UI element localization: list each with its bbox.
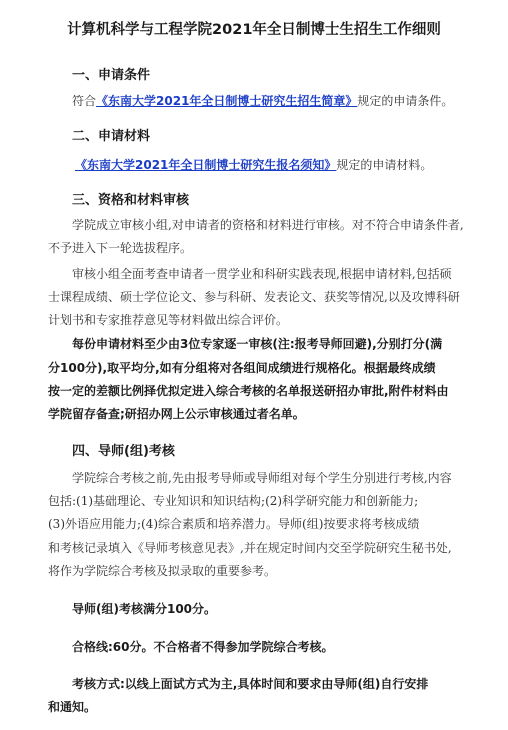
full-score-note: 导师(组)考核满分100分。 — [72, 602, 217, 616]
section-heading-application-conditions: 一、申请条件 — [72, 68, 151, 83]
application-materials-text — [75, 153, 432, 177]
section-heading-advisor-assessment: 四、导师(组)考核 — [72, 444, 175, 459]
materials-suffix: 规定的申请材料。 — [336, 158, 433, 172]
paragraph-line: 计划书和专家推荐意见等材料做出综合评价。 — [48, 313, 289, 327]
section-heading-review: 三、资格和材料审核 — [72, 193, 190, 208]
paragraph-line: 学院综合考核之前,先由报考导师或导师组对每个学生分别进行考核,内容 — [72, 471, 452, 485]
paragraph-line: 士课程成绩、硕士学位论文、参与科研、发表论文、获奖等情况,以及攻博科研 — [48, 290, 460, 304]
paragraph-line-bold: 分100分),取平均分,如有分组将对各组间成绩进行规格化。根据最终成绩 — [48, 361, 436, 375]
paragraph-line: 不予进入下一轮选拔程序。 — [48, 241, 193, 255]
paragraph-line: 审核小组全面考查申请者一贯学业和科研实践表现,根据申请材料,包括硕 — [72, 267, 452, 281]
paragraph-line: 包括:(1)基础理论、专业知识和知识结构;(2)科学研究能力和创新能力; — [48, 494, 419, 508]
paragraph-line: 学院成立审核小组,对申请者的资格和材料进行审核。对不符合申请条件者, — [72, 218, 464, 232]
application-conditions-text — [72, 89, 453, 113]
paragraph-line: (3)外语应用能力;(4)综合素质和培养潜力。导师(组)按要求将考核成绩 — [48, 517, 420, 531]
assessment-method-line: 考核方式:以线上面试方式为主,具体时间和要求由导师(组)自行安排 — [72, 677, 429, 691]
section-heading-application-materials: 二、申请材料 — [72, 129, 151, 144]
conditions-suffix: 规定的申请条件。 — [357, 94, 454, 108]
enrollment-brochure-link[interactable]: 《东南大学2021年全日制博士研究生招生简章》 — [96, 94, 358, 108]
paragraph-line: 将作为学院综合考核及拟录取的重要参考。 — [48, 564, 277, 578]
document-title: 计算机科学与工程学院2021年全日制博士生招生工作细则 — [67, 22, 441, 38]
assessment-method-line: 和通知。 — [48, 700, 97, 714]
pass-line-note: 合格线:60分。不合格者不得参加学院综合考核。 — [72, 640, 334, 654]
registration-notice-link[interactable]: 《东南大学2021年全日制博士研究生报名须知》 — [75, 158, 337, 172]
paragraph-line-bold: 每份申请材料至少由3位专家逐一审核(注:报考导师回避),分别打分(满 — [72, 337, 443, 351]
paragraph-line-bold: 按一定的差额比例择优拟定进入综合考核的名单报送研招办审批,附件材料由 — [48, 384, 449, 398]
paragraph-line-bold: 学院留存备查;研招办网上公示审核通过者名单。 — [48, 407, 305, 421]
conditions-prefix: 符合 — [72, 94, 97, 108]
paragraph-line: 和考核记录填入《导师考核意见表》,并在规定时间内交至学院研究生秘书处, — [48, 541, 452, 555]
